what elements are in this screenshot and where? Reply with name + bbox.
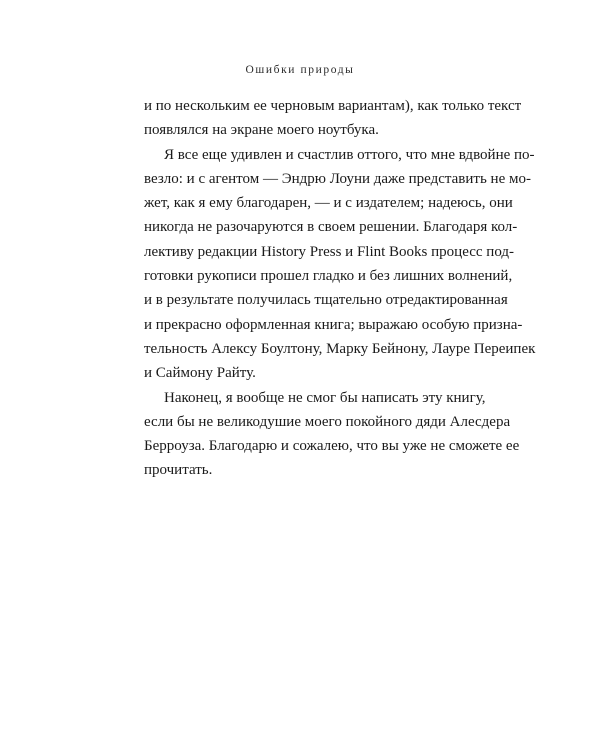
paragraph-2-line-3: жет, как я ему благодарен, — и с издателем; надеюсь, они bbox=[144, 195, 513, 212]
paragraph-3-line-4: прочитать. bbox=[144, 462, 213, 479]
paragraph-3-line-3: Берроуза. Благодарю и сожалею, что вы уже не сможете ее bbox=[144, 438, 520, 455]
paragraph-2-line-7: и в результате получилась тщательно отредактированная bbox=[144, 292, 508, 309]
paragraph-1-line-2: появлялся на экране моего ноутбука. bbox=[144, 122, 379, 139]
paragraph-2-line-4: никогда не разочаруются в своем решении. Благодаря кол- bbox=[144, 219, 518, 236]
paragraph-2-line-2: везло: и с агентом — Эндрю Лоуни даже представить не мо- bbox=[144, 170, 531, 187]
paragraph-2-line-8: и прекрасно оформленная книга; выражаю особую призна- bbox=[144, 316, 523, 333]
paragraph-2-line-5: лективу редакции History Press и Flint Books процесс под- bbox=[144, 243, 515, 260]
paragraph-2-line-10: и Саймону Райту. bbox=[144, 365, 256, 382]
running-head: Ошибки природы bbox=[245, 64, 355, 76]
paragraph-2-line-6: готовки рукописи прошел гладко и без лишних волнений, bbox=[144, 268, 513, 285]
paragraph-2-line-9: тельность Алексу Боултону, Марку Бейнону, Лауре Переипек bbox=[144, 340, 536, 357]
paragraph-3-line-2: если бы не великодушие моего покойного дяди Алесдера bbox=[144, 413, 511, 430]
body-text bbox=[144, 94, 536, 483]
paragraph-3-line-1: Наконец, я вообще не смог бы написать эту книгу, bbox=[164, 389, 486, 406]
paragraph-2-line-1: Я все еще удивлен и счастлив оттого, что мне вдвойне по- bbox=[164, 146, 535, 163]
paragraph-1-line-1: и по нескольким ее черновым вариантам), как только текст bbox=[144, 98, 522, 114]
